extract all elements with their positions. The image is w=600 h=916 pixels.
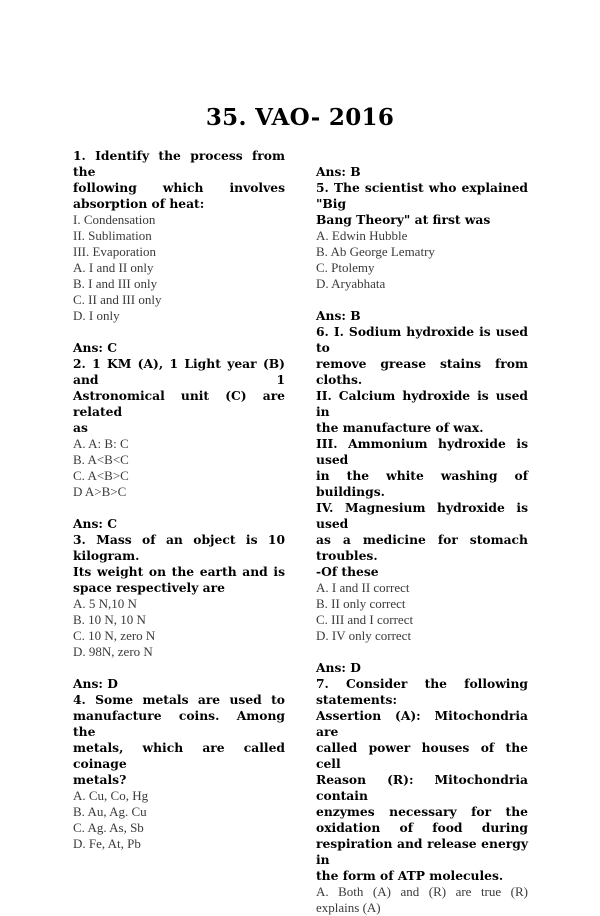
question-stem	[316, 180, 528, 228]
option-item: C. Ptolemy	[316, 260, 375, 275]
option-item: D. 98N, zero N	[73, 644, 153, 659]
option-item: D. Fe, At, Pb	[73, 836, 141, 851]
answer-label: Ans: C	[73, 516, 118, 531]
question-block	[73, 516, 285, 660]
stem-line: metals?	[73, 772, 127, 787]
option-item: II. Sublimation	[73, 228, 152, 243]
option-item: C. III and I correct	[316, 612, 414, 627]
question-stem	[316, 324, 528, 580]
stem-line: metals, which are called coinage	[73, 740, 285, 771]
stem-line: 2. 1 KM (A), 1 Light year (B) and 1	[73, 356, 285, 387]
question-stem	[73, 356, 285, 436]
question-stem	[73, 148, 285, 212]
option-item: A. I and II correct	[316, 580, 410, 595]
stem-line: III. Ammonium hydroxide is used	[316, 436, 528, 467]
option-item: D. Aryabhata	[316, 276, 386, 291]
question-block	[73, 340, 285, 500]
stem-line: as	[73, 420, 88, 435]
option-item: D. IV only correct	[316, 628, 412, 643]
stem-line: II. Calcium hydroxide is used in	[316, 388, 528, 419]
stem-line: troubles.	[316, 548, 378, 563]
option-item: B. A<B<C	[73, 452, 129, 467]
option-item: A. Both (A) and (R) are true (R) explains (A)	[316, 884, 528, 915]
option-item: A. I and II only	[73, 260, 154, 275]
option-item: B. Au, Ag. Cu	[73, 804, 147, 819]
stem-line: 4. Some metals are used to	[73, 692, 285, 707]
option-item: I. Condensation	[73, 212, 156, 227]
answer-label: Ans: D	[73, 676, 118, 691]
option-item: B. II only correct	[316, 596, 406, 611]
option-item: D A>B>C	[73, 484, 127, 499]
stem-line: 7. Consider the following	[316, 676, 528, 691]
question-block	[316, 308, 528, 644]
stem-line: Reason (R): Mitochondria contain	[316, 772, 528, 803]
stem-line: in the white washing of buildings.	[316, 468, 528, 499]
stem-line: oxidation of food during	[316, 820, 528, 835]
option-item: C. 10 N, zero N	[73, 628, 156, 643]
answer-label: Ans: B	[316, 164, 361, 179]
option-item: B. 10 N, 10 N	[73, 612, 146, 627]
stem-line: 6. I. Sodium hydroxide is used to	[316, 324, 528, 355]
option-item: III. Evaporation	[73, 244, 157, 259]
stem-line: following which involves	[73, 180, 285, 195]
option-item: B. Ab George Lematry	[316, 244, 435, 259]
answer-label: Ans: D	[316, 660, 361, 675]
stem-line: respiration and release energy in	[316, 836, 528, 867]
option-item: A. Cu, Co, Hg	[73, 788, 149, 803]
option-item: D. I only	[73, 308, 120, 323]
question-block	[73, 148, 285, 324]
two-column-body	[73, 148, 528, 916]
stem-line: absorption of heat:	[73, 196, 205, 211]
option-item: C. A<B>C	[73, 468, 129, 483]
option-item: C. Ag. As, Sb	[73, 820, 144, 835]
option-item: A. Edwin Hubble	[316, 228, 408, 243]
question-block	[316, 660, 528, 916]
question-stem	[73, 692, 285, 788]
answer-label: Ans: C	[73, 340, 118, 355]
stem-line: statements:	[316, 692, 397, 707]
stem-line: 3. Mass of an object is 10 kilogram.	[73, 532, 285, 563]
stem-line: Bang Theory" at first was	[316, 212, 491, 227]
stem-line: 1. Identify the process from the	[73, 148, 285, 179]
stem-line: the form of ATP molecules.	[316, 868, 504, 883]
stem-line: IV. Magnesium hydroxide is used	[316, 500, 528, 531]
stem-line: as a medicine for stomach	[316, 532, 528, 547]
right-column	[316, 148, 528, 916]
stem-line: called power houses of the cell	[316, 740, 528, 771]
stem-line: 5. The scientist who explained "Big	[316, 180, 528, 211]
question-block	[316, 164, 528, 292]
stem-line: space respectively are	[73, 580, 225, 595]
stem-line: Assertion (A): Mitochondria are	[316, 708, 528, 739]
page-title: 35. VAO- 2016	[205, 104, 395, 131]
question-stem	[73, 532, 285, 596]
question-stem	[316, 676, 528, 884]
option-item: A. 5 N,10 N	[73, 596, 137, 611]
stem-line: -Of these	[316, 564, 379, 579]
left-column	[73, 148, 285, 852]
option-item: C. II and III only	[73, 292, 162, 307]
stem-line: the manufacture of wax.	[316, 420, 484, 435]
stem-line: enzymes necessary for the	[316, 804, 528, 819]
stem-line: Astronomical unit (C) are related	[73, 388, 285, 419]
stem-line: remove grease stains from cloths.	[316, 356, 528, 387]
option-item: B. I and III only	[73, 276, 158, 291]
answer-label: Ans: B	[316, 308, 361, 323]
stem-line: manufacture coins. Among the	[73, 708, 285, 739]
option-item: A. A: B: C	[73, 436, 129, 451]
stem-line: Its weight on the earth and is	[73, 564, 285, 579]
